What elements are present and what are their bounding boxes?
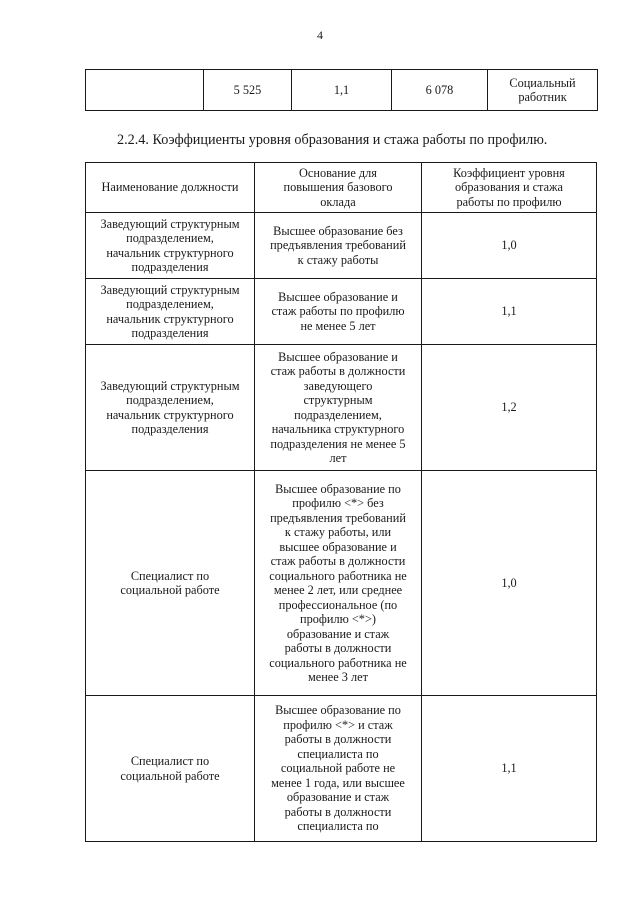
coefficient-cell: 1,1: [422, 279, 597, 345]
table-row: [86, 471, 597, 696]
position-cell: Заведующий структурным подразделением, начальник структурного подразделения: [86, 345, 255, 471]
table-row: [86, 345, 597, 471]
position-cell: Специалист по социальной работе: [86, 696, 255, 842]
position-cell: Заведующий структурным подразделением, начальник структурного подразделения: [86, 213, 255, 279]
table-cell: [86, 70, 204, 111]
table-row: [86, 213, 597, 279]
table-row: [86, 696, 597, 842]
header-basis: Основание для повышения базового оклада: [255, 163, 422, 213]
table-row: [86, 70, 598, 111]
header-position: Наименование должности: [86, 163, 255, 213]
coefficient-cell: 1,2: [422, 345, 597, 471]
table-cell: 5 525: [204, 70, 292, 111]
basis-cell: Высшее образование и стаж работы по профилю не менее 5 лет: [255, 279, 422, 345]
basis-cell: Высшее образование и стаж работы в должности заведующего структурным подразделением, начальника структурного подразделения не менее 5 лет: [255, 345, 422, 471]
basis-cell: Высшее образование без предъявления требований к стажу работы: [255, 213, 422, 279]
table-row: [86, 279, 597, 345]
coefficient-cell: 1,0: [422, 213, 597, 279]
table-cell: Социальный работник: [488, 70, 598, 111]
page-number: 4: [317, 28, 323, 42]
coefficients-table: [85, 162, 597, 842]
table-header-row: [86, 163, 597, 213]
table-cell: 1,1: [292, 70, 392, 111]
header-coefficient: Коэффициент уровня образования и стажа работы по профилю: [422, 163, 597, 213]
basis-cell: Высшее образование по профилю <*> и стаж работы в должности специалиста по социальной работе не менее 1 года, или высшее образование и стаж работы в должности специалиста по: [255, 696, 422, 842]
position-cell: Заведующий структурным подразделением, начальник структурного подразделения: [86, 279, 255, 345]
table-cell: 6 078: [392, 70, 488, 111]
basis-cell: Высшее образование по профилю <*> без предъявления требований к стажу работы, или высшее образование и стаж работы в должности социального работника не менее 2 лет, или среднее профессиональное (по профилю <*>) образование и стаж работы в должности социального работника не менее 3 лет: [255, 471, 422, 696]
coefficient-cell: 1,1: [422, 696, 597, 842]
coefficient-cell: 1,0: [422, 471, 597, 696]
section-title: 2.2.4. Коэффициенты уровня образования и стажа работы по профилю.: [117, 132, 548, 148]
position-cell: Специалист по социальной работе: [86, 471, 255, 696]
salary-table-continuation: [85, 69, 598, 111]
